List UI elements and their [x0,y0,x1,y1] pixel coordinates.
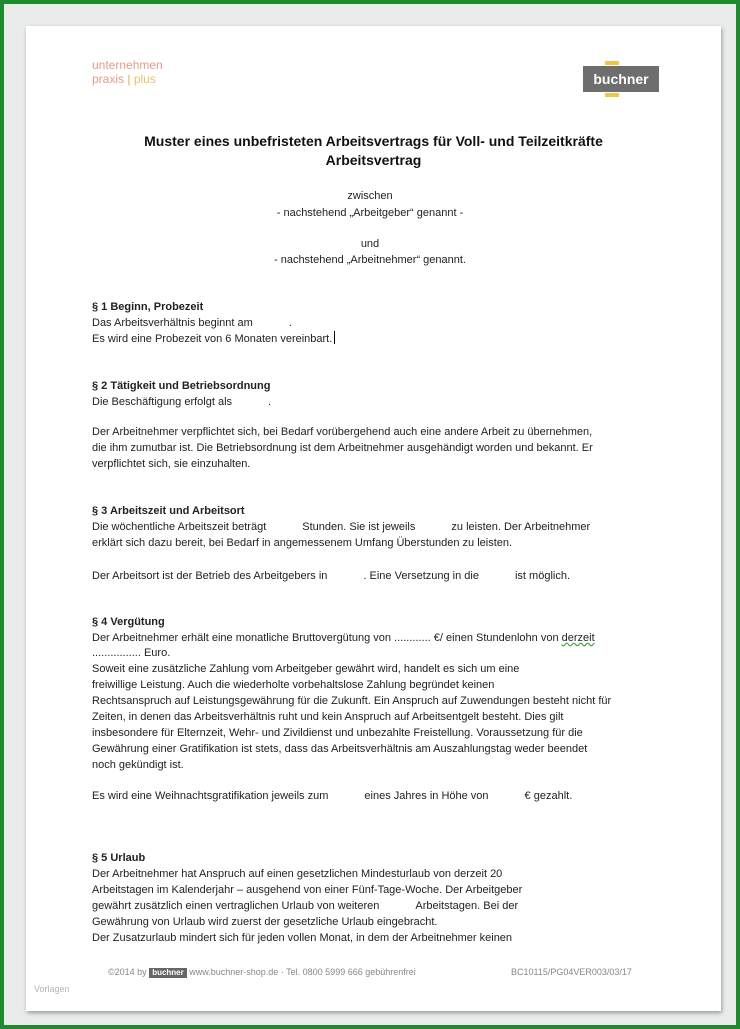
section-5-line-3: gewährt zusätzlich einen vertraglichen Urlaub von weiteren Arbeitstagen. Bei der [92,900,519,912]
section-5-line-2: Arbeitstagen im Kalenderjahr – ausgehend von einer Fünf-Tage-Woche. Der Arbeitgeber [92,884,523,896]
document-title: Muster eines unbefristeten Arbeitsvertrags für Voll- und Teilzeitkräfte [144,133,603,149]
brand-line-1: unternehmen [92,58,163,72]
section-4-line-5: Rechtsanspruch auf Leistungsgewährung für die Zukunft. Ein Anspruch auf Zuwendungen besteht nicht für [92,695,612,707]
parties-and: und [360,238,380,250]
section-5-line-4: Gewährung von Urlaub wird zuerst der gesetzliche Urlaub eingebracht. [92,916,438,928]
section-2-para-line-3: verpflichtet sich, sie einzuhalten. [92,458,251,470]
parties-employee: - nachstehend „Arbeitnehmer“ genannt. [273,254,466,266]
watermark-text: Vorlagen [34,984,70,994]
document-subtitle: Arbeitsvertrag [325,152,422,168]
section-4-line-1: Der Arbeitnehmer erhält eine monatliche Bruttovergütung von ............ €/ einen Stundenlohn von derzeit [92,632,595,644]
section-4-line-8: Gewährung einer Gratifikation ist stets, dass das Arbeitsverhältnis am Auszahlungstag weder beendet [92,743,588,755]
section-4-line-6: Zeiten, in denen das Arbeitsverhältnis ruht und kein Anspruch auf Arbeitsentgelt besteht. Dies gilt [92,711,564,723]
document-background [4,4,736,1025]
section-4-line-9: noch gekündigt ist. [92,759,184,771]
section-3-line-1: Die wöchentliche Arbeitszeit beträgt Stunden. Sie ist jeweils zu leisten. Der Arbeitnehmer [92,521,591,533]
brand-separator: | [127,72,131,86]
parties-between: zwischen [347,190,393,202]
section-2-heading: § 2 Tätigkeit und Betriebsordnung [92,380,271,392]
section-1-line-2: Es wird eine Probezeit von 6 Monaten vereinbart. [92,331,662,347]
document-page [26,26,721,1011]
section-3-line-2: erklärt sich dazu bereit, bei Bedarf in angemessenem Umfang Überstunden zu leisten. [92,537,513,549]
footer-contact: www.buchner-shop.de · Tel. 0800 5999 666 gebührenfrei [189,967,416,977]
buchner-logo: buchner [583,66,659,92]
section-4-line-10: Es wird eine Weihnachtsgratifikation jeweils zum eines Jahres in Höhe von € gezahlt. [92,790,573,802]
section-1-heading: § 1 Beginn, Probezeit [92,301,204,313]
brand-praxis: praxis [92,72,125,86]
section-1-line-1: Das Arbeitsverhältnis beginnt am . [92,317,292,329]
section-5-line-1: Der Arbeitnehmer hat Anspruch auf einen gesetzlichen Mindesturlaub von derzeit 20 [92,868,503,880]
footer-left: ©2014 by buchner www.buchner-shop.de · Tel. 0800 5999 666 gebührenfrei [108,967,416,977]
section-4-line-7: insbesondere für Elternzeit, Wehr- und Zivildienst und unbezahlte Freistellung. Voraussetzung für die [92,727,583,739]
section-2-para-line-1: Der Arbeitnehmer verpflichtet sich, bei Bedarf vorübergehend auch eine andere Arbeit zu übernehmen, [92,426,593,438]
section-2-line-1: Die Beschäftigung erfolgt als . [92,396,272,408]
section-5-heading: § 5 Urlaub [92,852,146,864]
parties-employer: - nachstehend „Arbeitgeber“ genannt - [276,207,464,219]
section-4-line-4: freiwillige Leistung. Auch die wiederholte vorbehaltslose Zahlung begründet keinen [92,679,495,691]
section-4-line-2: ................ Euro. [92,647,171,659]
section-5-line-5: Der Zusatzurlaub mindert sich für jeden vollen Monat, in dem der Arbeitnehmer keinen [92,932,513,944]
section-3-heading: § 3 Arbeitszeit und Arbeitsort [92,505,245,517]
brand-plus: plus [133,72,156,86]
footer-buchner-badge: buchner [149,968,187,978]
brand-logo [92,58,163,86]
section-4-heading: § 4 Vergütung [92,616,165,628]
text-cursor [334,331,335,344]
footer-code: BC10115/PG04VER003/03/17 [511,967,632,977]
section-4-line-3: Soweit eine zusätzliche Zahlung vom Arbeitgeber gewährt wird, handelt es sich um eine [92,663,520,675]
section-3-line-3: Der Arbeitsort ist der Betrieb des Arbeitgebers in . Eine Versetzung in die ist möglich. [92,570,571,582]
section-2-para-line-2: die ihm zumutbar ist. Die Betriebsordnung ist dem Arbeitnehmer ausgehändigt worden und bekannt. Er [92,442,593,454]
spellcheck-word: derzeit [561,632,595,644]
